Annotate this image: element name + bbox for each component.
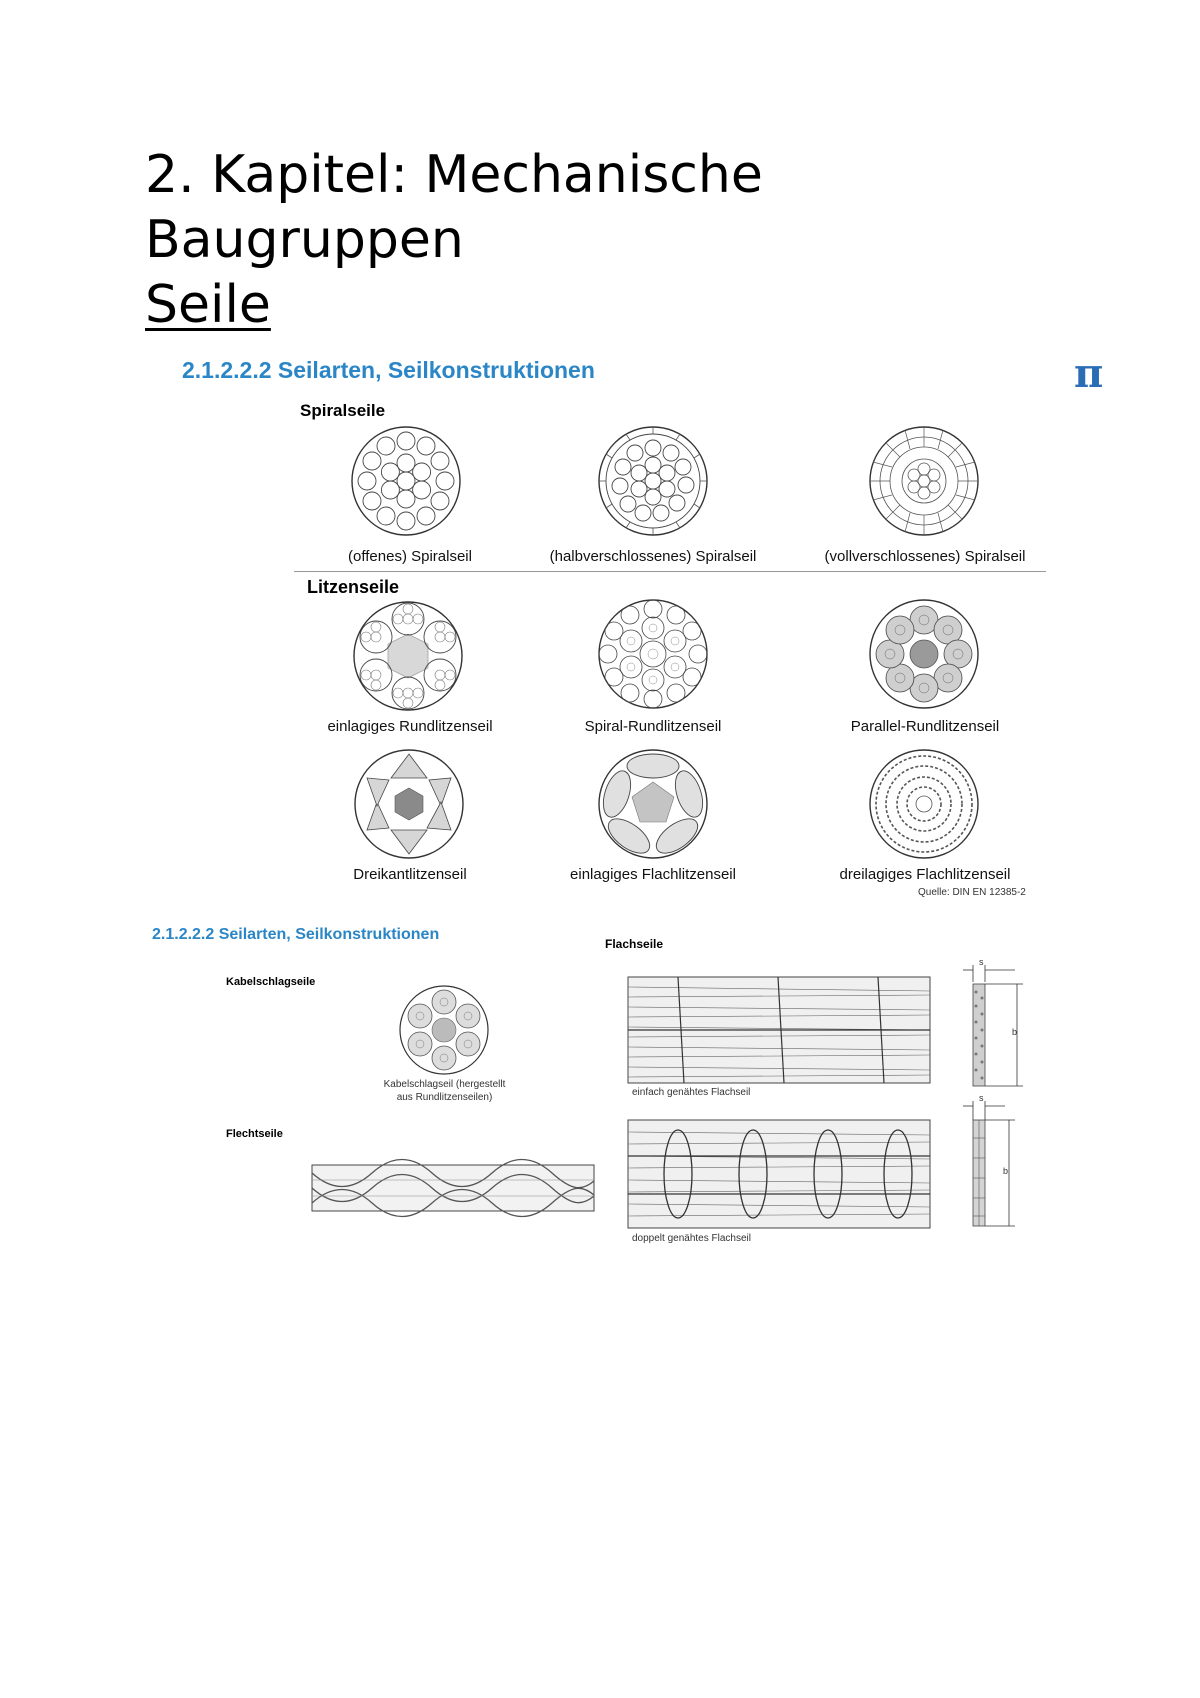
topic-title: Seile — [145, 275, 271, 335]
spiral-label-1: (offenes) Spiralseil — [348, 548, 472, 565]
chapter-title-line1: 2. Kapitel: Mechanische — [145, 145, 763, 205]
flach-caption-2: doppelt genähtes Flachseil — [632, 1233, 751, 1244]
spiral-label-3: (vollverschlossenes) Spiralseil — [824, 548, 1026, 565]
vollverschlossenes-spiralseil-icon — [868, 425, 980, 537]
flechtseile-heading: Flechtseile — [226, 1128, 283, 1140]
einlagiges-rundlitzenseil-icon — [352, 600, 464, 712]
slide1-section-title: 2.1.2.2.2 Seilarten, Seilkonstruktionen — [182, 357, 595, 383]
dim-s-2: s — [979, 1093, 984, 1103]
flachseile-heading: Flachseile — [605, 937, 664, 951]
kabel-caption-2: aus Rundlitzenseilen) — [396, 1092, 493, 1103]
dreilagiges-flachlitzenseil-icon — [868, 748, 980, 860]
einfach-genaehtes-flachseil-icon — [628, 975, 930, 1085]
kabel-caption-1: Kabelschlagseil (hergestellt — [383, 1079, 506, 1090]
slide2-section-title: 2.1.2.2.2 Seilarten, Seilkonstruktionen — [152, 926, 440, 943]
halbverschlossenes-spiralseil-icon — [597, 425, 709, 537]
litzenseile-heading: Litzenseile — [307, 577, 400, 597]
spiral-label-2: (halbverschlossenes) Spiralseil — [549, 548, 757, 565]
doppelt-genaehtes-flachseil-icon — [628, 1118, 930, 1230]
litzen-label-3: Parallel-Rundlitzenseil — [850, 718, 1000, 735]
litzen-label-5: einlagiges Flachlitzenseil — [570, 866, 736, 883]
flachseil-querschnitt-1-icon — [955, 962, 1025, 1090]
offenes-spiralseil-icon — [350, 425, 462, 537]
spiralseile-heading: Spiralseile — [300, 401, 386, 420]
dim-b-1: b — [1012, 1027, 1018, 1037]
dim-b-2: b — [1003, 1166, 1009, 1176]
source-note: Quelle: DIN EN 12385-2 — [918, 887, 1026, 898]
kabelschlagseile-heading: Kabelschlagseile — [226, 976, 316, 988]
flach-caption-1: einfach genähtes Flachseil — [632, 1087, 751, 1098]
litzen-label-6: dreilagiges Flachlitzenseil — [839, 866, 1011, 883]
spiral-rundlitzenseil-icon — [597, 598, 709, 710]
dim-s-1: s — [979, 957, 984, 967]
chapter-title-line2: Baugruppen — [145, 210, 464, 270]
university-logo-icon: π — [1074, 350, 1104, 397]
litzen-label-4: Dreikantlitzenseil — [353, 866, 467, 883]
flachseil-querschnitt-2-icon — [955, 1098, 1025, 1230]
dreikantlitzenseil-icon — [353, 748, 465, 860]
kabelschlagseil-icon — [398, 984, 490, 1076]
flechtseil-icon — [312, 1163, 594, 1213]
litzen-label-2: Spiral-Rundlitzenseil — [584, 718, 722, 735]
litzen-label-1: einlagiges Rundlitzenseil — [327, 718, 493, 735]
divider-line — [294, 571, 1046, 572]
parallel-rundlitzenseil-icon — [868, 598, 980, 710]
einlagiges-flachlitzenseil-icon — [597, 748, 709, 860]
